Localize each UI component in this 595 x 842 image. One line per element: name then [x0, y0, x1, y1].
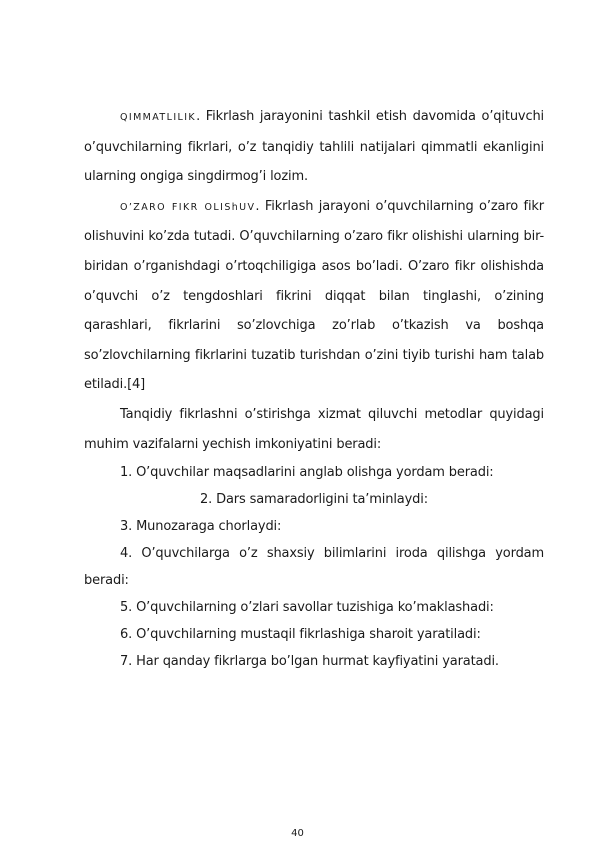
term-qimmatlilik: QIMMATLILIK	[120, 112, 197, 123]
paragraph-ozaro-fikr	[84, 192, 544, 400]
paragraph-ozaro-fikr-text: . Fikrlash jarayoni o’quvchilarning o’zaro fikr olishuvini ko’zda tutadi. O’quvchilarning o’zaro fikr olishishi ularning bir-biridan o’rganishdagi o’rtoqchiligiga asos bo’ladi. O’zaro fikr olishishda o’quvchi o’z tengdoshlari fikrini diqqat bilan tinglashi, o’zining qarashlari, fikrlarini so’zlovchiga zo’rlab o’tkazish va boshqa so’zlovchilarning fikrlarini tuzatib turishdan o’zini tiyib turishi ham talab etiladi.[4]	[84, 198, 544, 393]
paragraph-methods-intro: Tanqidiy fikrlashni o’stirishga xizmat qiluvchi metodlar quyidagi muhim vazifalarni yechish imkoniyatini beradi:	[84, 406, 544, 452]
list-item-5: 5. O’quvchilarning o’zlari savollar tuzishiga ko’maklashadi:	[120, 600, 494, 616]
paragraph-qimmatlilik	[84, 102, 544, 192]
list-item-4: 4. O’quvchilarga o’z shaxsiy bilimlarini iroda qilishga yordam beradi:	[84, 546, 544, 589]
page-number: 40	[291, 828, 304, 839]
list-item-3: 3. Munozaraga chorlaydi:	[120, 519, 282, 535]
list-item-6: 6. O’quvchilarning mustaqil fikrlashiga sharoit yaratiladi:	[120, 627, 481, 643]
paragraph-qimmatlilik-text: . Fikrlash jarayonini tashkil etish davomida o’qituvchi o’quvchilarning fikrlari, o’z tanqidiy tahlili natijalari qimmatli ekanligini ularning ongiga singdirmog’i lozim.	[84, 109, 544, 185]
list-item-7: 7. Har qanday fikrlarga bo’lgan hurmat kayfiyatini yaratadi.	[120, 654, 499, 670]
term-ozaro-fikr: O’ZARO FIKR OLIShUV	[120, 201, 256, 213]
list-item-2: 2. Dars samaradorligini ta’minlaydi:	[200, 492, 428, 508]
list-item-1: 1. O’quvchilar maqsadlarini anglab olishga yordam beradi:	[120, 465, 494, 481]
document-page	[84, 102, 544, 675]
